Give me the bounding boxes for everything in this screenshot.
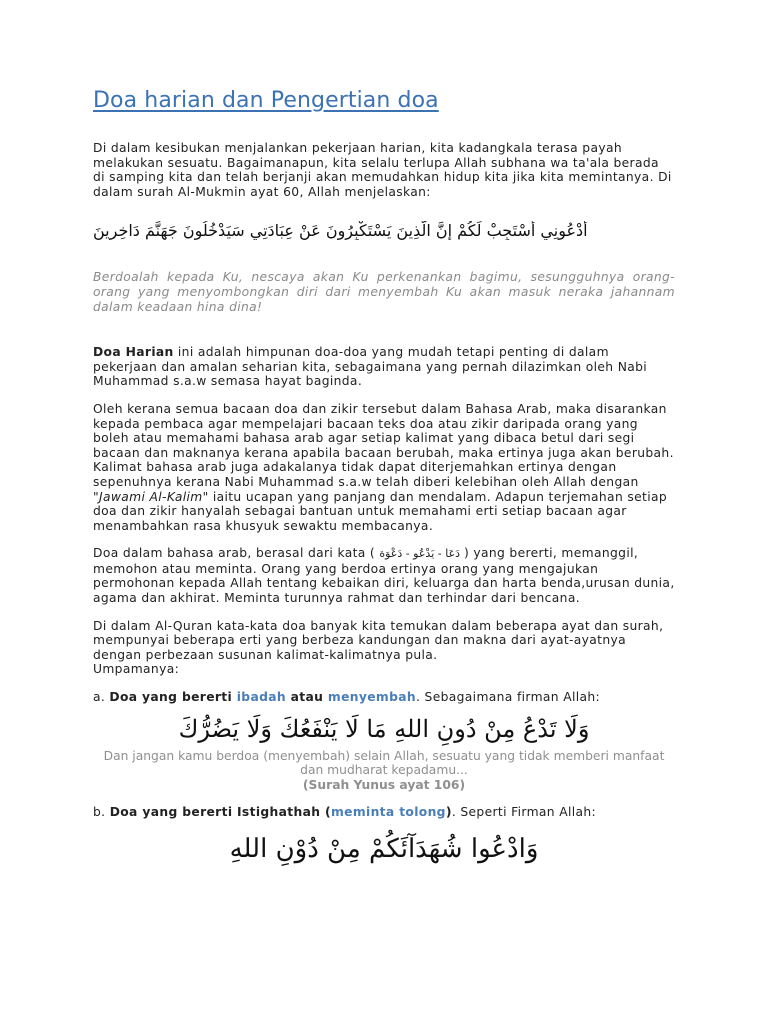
item-b (93, 805, 675, 820)
bahasa-arab-paragraph (93, 402, 675, 533)
item-b-prefix: b. (93, 805, 110, 820)
arabic-root-words: دَعَا - يَدْعُو - دَعْوَة (379, 547, 461, 561)
item-b-close: ) (445, 805, 452, 820)
item-a-bold: Doa yang bererti (109, 690, 237, 705)
doa-arab-after: ) yang bererti, memanggil, memohon atau meminta. Orang yang berdoa ertinya orang yang mengajukan permohonan kepada Allah tentang kebaikan diri, keluarga dan harta benda,urusan dunia, agama dan akhirat. Meminta turunnya rahmat dan terhindar dari bencana. (93, 546, 675, 606)
item-b-rest: . Seperti Firman Allah: (451, 805, 597, 820)
doa-harian-bold: Doa Harian (93, 345, 174, 360)
document-page (93, 88, 675, 864)
verse-translation-yunus: Dan jangan kamu berdoa (menyembah) selain Allah, sesuatu yang tidak memberi manfaat dan mudharat kepadamu... (103, 748, 665, 778)
item-a (93, 690, 675, 705)
arabic-verse-al-mukmin: أُدْعُونِي أَسْتَجِبْ لَكُمْ إِنَّ الَّذِينَ يَسْتَكْبِرُونَ عَنْ عِبَادَتِي سَيَدْخُلُونَ جَهَنَّمَ دَاخِرِينَ (93, 221, 588, 241)
doa-arab-paragraph (93, 546, 675, 605)
link-meminta-tolong[interactable]: meminta tolong (331, 805, 446, 820)
item-a-rest: . Sebagaimana firman Allah: (416, 690, 601, 705)
arabic-verse-yunus: وَلَا تَدْعُ مِنْ دُونِ اللهِ مَا لَا يَنْفَعُكَ وَلَا يَضُرُّكَ (178, 714, 590, 743)
item-a-prefix: a. (93, 690, 110, 705)
item-b-bold: Doa yang bererti Istighathah ( (109, 805, 331, 820)
verse-reference-yunus: (Surah Yunus ayat 106) (302, 777, 466, 792)
doa-arab-before: Doa dalam bahasa arab, berasal dari kata ( (93, 546, 380, 561)
intro-paragraph: Di dalam kesibukan menjalankan pekerjaan harian, kita kadangkala terasa payah melakukan sesuatu. Bagaimanapun, kita selalu terlupa Allah subhana wa ta'ala berada di samping kita dan telah berjanji akan memudahkan hidup kita jika kita memintanya. Di dalam surah Al-Mukmin ayat 60, Allah menjelaskan: (93, 141, 672, 199)
bahasa-text-before: Oleh kerana semua bacaan doa dan zikir tersebut dalam Bahasa Arab, maka disarankan kepada pembaca agar mempelajari bacaan teks doa atau zikir daripada orang yang boleh atau memahami bahasa arab agar setiap kalimat yang dibaca betul dari segi bacaan dan maknanya kerana apabila bacaan berubah, maka ertinya juga akan berubah. Kalimat bahasa arab juga adakalanya tidak dapat diterjemahkan ertinya dengan sepenuhnya kerana Nabi Muhammad s.a.w telah diberi kelebihan oleh Allah dengan " (93, 401, 674, 504)
link-menyembah[interactable]: menyembah (327, 690, 417, 705)
item-a-atau: atau (286, 690, 328, 705)
verse-translation-al-mukmin: Berdoalah kepada Ku, nescaya akan Ku perkenankan bagimu, sesungguhnya orang-orang yang menyombongkan diri dari menyembah Ku akan masuk neraka jahannam dalam keadaan hina dina! (93, 270, 675, 314)
quran-paragraph: Di dalam Al-Quran kata-kata doa banyak kita temukan dalam beberapa ayat dan surah, mempunyai beberapa erti yang berbeza kandungan dan makna dari ayat-ayatnya dengan perbezaan susunan kalimat-kalimatnya pula. (93, 618, 664, 662)
link-ibadah[interactable]: ibadah (236, 690, 287, 705)
page-title: Doa harian dan Pengertian doa (93, 88, 439, 113)
doa-harian-text: ini adalah himpunan doa-doa yang mudah tetapi penting di dalam pekerjaan dan amalan seharian kita, sebagaimana yang pernah dilazimkan oleh Nabi Muhammad s.a.w semasa hayat baginda. (93, 345, 648, 389)
jawami-al-kalim: Jawami Al-Kalim (99, 489, 203, 504)
umpamanya-label: Umpamanya: (93, 662, 180, 677)
bahasa-text-after: " iaitu ucapan yang panjang dan mendalam. Adapun terjemahan setiap doa dan zikir hanyalah sebagai bantuan untuk memahami erti setiap bacaan agar menambahkan rasa khusyuk sewaktu membacanya. (93, 489, 667, 533)
arabic-verse-istighathah: وَادْعُوا شُهَدَآئَكُمْ مِنْ دُوْنِ اللهِ (229, 834, 539, 864)
doa-harian-paragraph (93, 345, 675, 389)
